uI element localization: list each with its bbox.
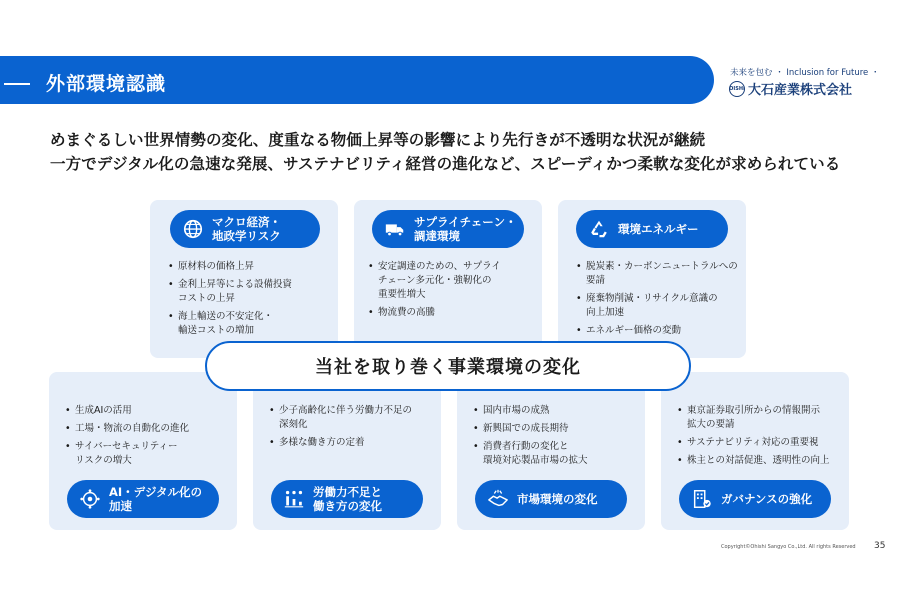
lead-text-line-1: めまぐるしい世界情勢の変化、度重なる物価上昇等の影響により先行きが不透明な状況が継続	[50, 131, 706, 149]
page-title: 外部環境認識	[46, 73, 167, 95]
card-ai-digital	[49, 372, 237, 530]
list-item: • 海上輸送の不安定化・ 輸送コストの増加	[168, 310, 333, 338]
pill-label: 労働力不足と 働き方の変化	[313, 485, 382, 513]
card-environment-energy	[558, 200, 746, 358]
list-item: • 原材料の価格上昇	[168, 260, 333, 274]
bullet-list	[65, 404, 233, 472]
company-mark-icon: OISHI	[729, 81, 745, 97]
list-item: • 新興国での成長期待	[473, 422, 643, 436]
bullet-list	[269, 404, 441, 454]
pill-ai-digital	[67, 480, 219, 518]
list-item: • 株主との対話促進、透明性の向上	[677, 454, 847, 468]
building-check-icon	[691, 488, 713, 510]
pill-label: サプライチェーン・ 調達環境	[414, 215, 517, 243]
list-item: • 少子高齢化に伴う労働力不足の 深刻化	[269, 404, 441, 432]
pill-market	[475, 480, 627, 518]
page-number: 35	[874, 541, 886, 551]
copyright: Copyright©Ohishi Sangyo Co.,Ltd. All rights Reserved	[721, 544, 856, 550]
pill-label: 市場環境の変化	[517, 492, 598, 506]
workforce-chart-icon	[283, 488, 305, 510]
list-item: • 安定調達のための、サプライ チェーン多元化・強靭化の 重要性増大	[368, 260, 538, 302]
list-item: • 金利上昇等による設備投資 コストの上昇	[168, 278, 333, 306]
list-item: • 国内市場の成熟	[473, 404, 643, 418]
list-item: • 多様な働き方の定着	[269, 436, 441, 450]
card-supply-chain	[354, 200, 542, 358]
bullet-list	[677, 404, 847, 472]
list-item: • エネルギー価格の変動	[576, 324, 744, 338]
pill-label: AI・デジタル化の 加速	[109, 485, 202, 513]
company-logo	[729, 79, 852, 98]
list-item: • 脱炭素・カーボンニュートラルへの 要請	[576, 260, 744, 288]
list-item: • 物流費の高騰	[368, 306, 538, 320]
list-item: • 廃棄物削減・リサイクル意識の 向上加速	[576, 292, 744, 320]
pill-workforce	[271, 480, 423, 518]
pill-macro-economy	[170, 210, 320, 248]
pill-label: 環境エネルギー	[618, 222, 699, 236]
company-name: 大石産業株式会社	[748, 83, 853, 98]
bullet-list	[473, 404, 643, 472]
card-workforce	[253, 372, 441, 530]
logo-tagline: 未来を包む ・ Inclusion for Future ・	[730, 68, 880, 78]
ai-chip-icon	[79, 488, 101, 510]
list-item: • 東京証券取引所からの情報開示 拡大の要請	[677, 404, 847, 432]
list-item: • サステナビリティ対応の重要視	[677, 436, 847, 450]
header-dash	[4, 83, 30, 85]
bullet-list	[368, 260, 538, 324]
globe-icon	[182, 218, 204, 240]
bullet-list	[168, 260, 333, 342]
card-governance	[661, 372, 849, 530]
pill-label: ガバナンスの強化	[721, 492, 813, 506]
center-banner: 当社を取り巻く事業環境の変化	[205, 341, 691, 391]
handshake-icon	[487, 488, 509, 510]
pill-supply-chain	[372, 210, 524, 248]
truck-icon	[384, 218, 406, 240]
list-item: • 生成AIの活用	[65, 404, 233, 418]
lead-text-line-2: 一方でデジタル化の急速な発展、サステナビリティ経営の進化など、スピーディかつ柔軟な変化が求められている	[50, 155, 841, 173]
list-item: • 工場・物流の自動化の進化	[65, 422, 233, 436]
pill-environment-energy	[576, 210, 728, 248]
recycle-icon	[588, 218, 610, 240]
pill-label: マクロ経済・ 地政学リスク	[212, 215, 281, 243]
pill-governance	[679, 480, 831, 518]
list-item: • サイバーセキュリティー リスクの増大	[65, 440, 233, 468]
card-macro-economy	[150, 200, 338, 358]
list-item: • 消費者行動の変化と 環境対応製品市場の拡大	[473, 440, 643, 468]
card-market	[457, 372, 645, 530]
bullet-list	[576, 260, 744, 342]
